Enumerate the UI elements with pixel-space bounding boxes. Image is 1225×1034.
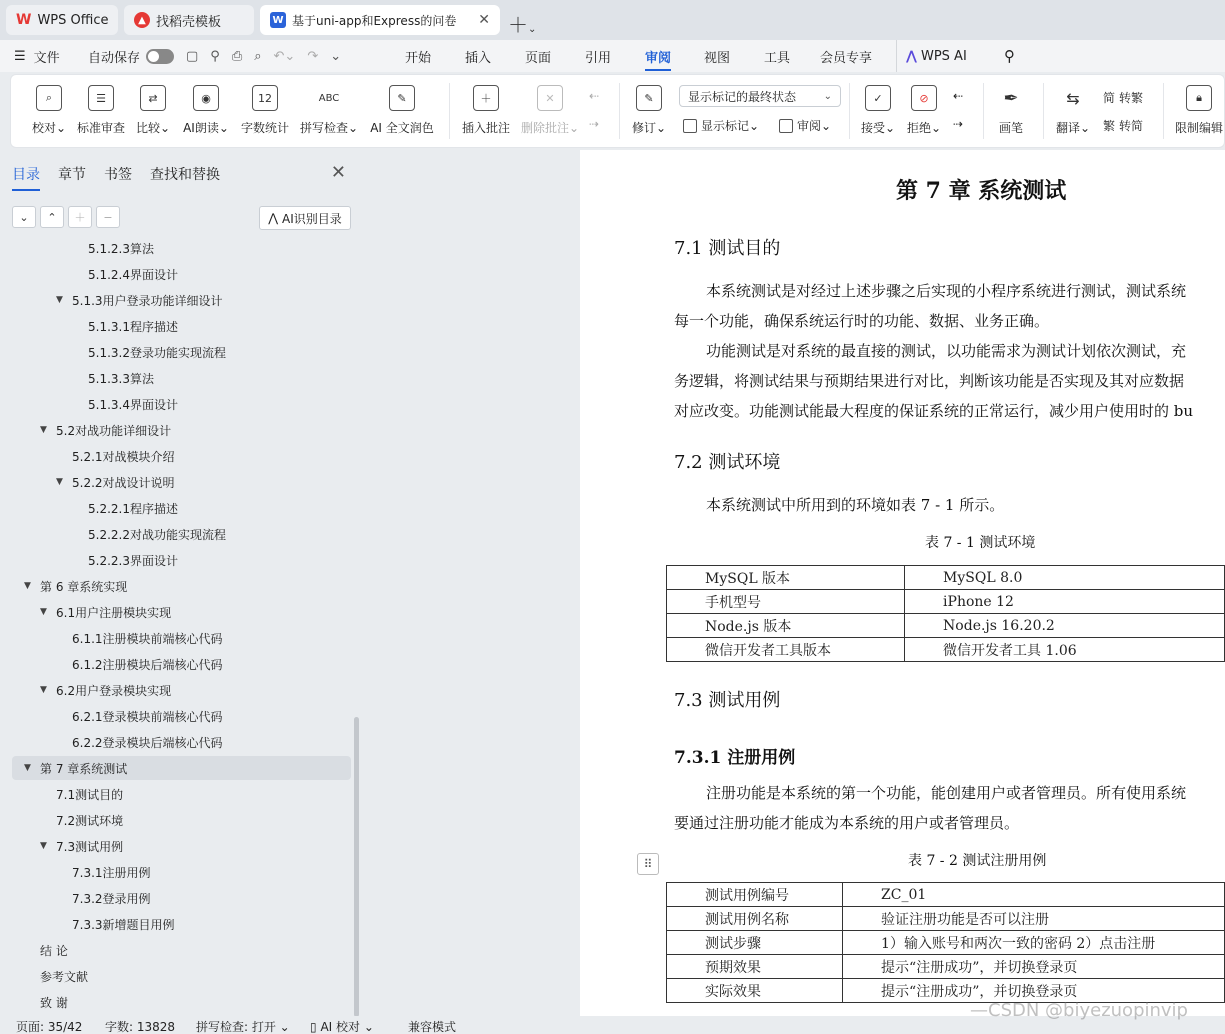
table-row [667,638,1225,662]
pen-icon: ✒ [1003,87,1019,109]
toc-item[interactable] [72,314,178,338]
plus-icon: ＋ [74,211,86,224]
menu-label: WPS AI [920,48,967,64]
table-cell[interactable]: Node.js 16.20.2 [905,614,1225,638]
spell-check-icon: ABC [318,92,340,104]
toc-item-label: 5.2.2.3界面设计 [88,553,178,568]
toc-item[interactable] [72,340,226,364]
toc-item-label: 6.1用户注册模块实现 [56,605,172,620]
wps-ai-logo-icon: ⋀ [906,48,917,64]
toc-item-label: 第 7 章系统测试 [40,761,128,776]
word-count-indicator[interactable]: 字数: 13828 [105,1020,176,1034]
word-doc-icon: W [270,12,286,28]
menu-wps-ai[interactable] [906,40,967,72]
ribbon-divider [983,83,984,139]
watermark-label: CSDN @biyezuopinvip [988,1000,1188,1021]
active-underline [645,69,671,71]
ai-icon: ⋀ [268,211,279,225]
restrict-edit-button[interactable] [1173,75,1225,147]
paragraph-line: 务逻辑，将测试结果与预期结果进行对比，判断该功能是否实现及其对应数据 [674,372,1185,390]
ai-proofread-indicator[interactable]: ▯ AI 校对 ⌄ [310,1020,374,1034]
menu-insert[interactable] [465,40,491,72]
caret-down-icon[interactable]: ▼ [56,477,63,487]
chapter-title: 第 7 章 系统测试 [896,178,1067,204]
ai-polish-icon: ✎ [389,85,415,111]
table-drag-handle-icon[interactable]: ⠿ [637,853,659,875]
toc-item[interactable] [24,756,127,780]
word-count-button[interactable] [239,75,291,147]
button-label: 校对 [31,121,56,135]
compare-icon: ⇄ [140,85,166,111]
close-pane-icon[interactable]: ✕ [330,162,346,183]
menu-label: 审阅 [645,50,672,66]
show-markup-button[interactable]: 显示标记 ⌄ [683,117,759,134]
tab-bookmarks[interactable]: 书签 [104,167,132,183]
toc-item-label: 7.3.1注册用例 [72,865,151,880]
table-cell[interactable]: MySQL 版本 [667,566,905,590]
proofread-button[interactable]: ⌕ 校对⌄ [29,75,69,147]
chevron-down-icon: ⌄ [823,90,832,102]
translate-icon: ⇆ [1066,88,1080,108]
menu-label: 开始 [405,50,432,66]
button-label: 翻译 [1055,121,1080,135]
toc-item[interactable] [56,886,151,910]
toc-item[interactable] [40,808,123,832]
share-icon[interactable]: ⚲ [210,48,220,64]
toc-item[interactable] [24,964,88,988]
button-label: 插入批注 [461,121,510,135]
toc-item-label: 5.2.2对战设计说明 [72,475,175,490]
toc-item-label: 6.2.2登录模块后端核心代码 [72,735,223,750]
toc-item[interactable] [56,444,175,468]
toc-item-label: 7.3.2登录用例 [72,891,151,906]
accept-button[interactable]: ✓ 接受⌄ [859,75,897,147]
toc-item[interactable] [72,496,178,520]
table-cell[interactable]: 1）输入账号和两次一致的密码 2）点击注册 [843,931,1225,955]
caret-down-icon[interactable]: ▼ [24,581,31,591]
button-label: 限制编辑 [1174,121,1223,135]
toc-item-label: 6.1.2注册模块后端核心代码 [72,657,223,672]
toc-item[interactable] [40,678,171,702]
ai-polish-button[interactable] [367,75,437,147]
traditional-icon: 简 [1103,91,1116,105]
autosave-toggle[interactable] [88,40,174,72]
toc-item-label: 结 论 [40,943,68,958]
caret-down-icon[interactable]: ▼ [56,295,63,305]
toc-item[interactable] [56,704,223,728]
button-label: 删除批注 [520,121,569,135]
table-cell[interactable]: 手机型号 [667,590,905,614]
standard-review-icon: ☰ [88,85,114,111]
menu-divider [896,40,897,72]
file-menu[interactable] [14,40,60,72]
tab-wps-office[interactable] [6,5,118,35]
table-cell[interactable]: 验证注册功能是否可以注册 [843,907,1225,931]
paragraph-line: 本系统测试是对经过上述步骤之后实现的小程序系统进行测试，测试系统 [706,282,1187,300]
toc-item-label: 6.2.1登录模块前端核心代码 [72,709,223,724]
status-label: 拼写检查: 打开 [196,1020,276,1034]
document-page[interactable] [580,150,1225,1016]
remove-heading-button[interactable] [96,206,120,228]
table-row [667,931,1225,955]
toc-item[interactable] [72,522,226,546]
print-preview-icon[interactable]: ⌕ [254,48,262,64]
more-icon[interactable]: ⌄ [330,48,342,64]
table-caption: 表 7 - 2 测试注册用例 [908,853,1047,869]
ribbon-divider [1043,83,1044,139]
to-traditional-button[interactable] [1103,89,1143,106]
ai-read-icon: ◉ [193,85,219,111]
toc-item-label: 7.3.3新增题目用例 [72,917,175,932]
table-cell[interactable]: iPhone 12 [905,590,1225,614]
menu-label: 工具 [764,50,791,66]
translate-button[interactable]: ⇆ 翻译⌄ [1053,75,1093,147]
ai-read-button[interactable]: ◉ AI朗读⌄ [181,75,231,147]
toc-item-label: 5.1.3.1程序描述 [88,319,178,334]
document-area [364,150,1225,1016]
wps-logo-icon: W [16,12,32,28]
tab-toc[interactable]: 目录 [12,164,40,184]
toc-item-label: 5.2.1对战模块介绍 [72,449,175,464]
menu-reference[interactable] [585,40,611,72]
button-label: 转繁 [1119,91,1144,105]
table-cell[interactable]: MySQL 8.0 [905,566,1225,590]
toc-item-label: 6.2用户登录模块实现 [56,683,172,698]
search-icon[interactable]: ⚲ [1004,47,1015,65]
table-row [667,566,1225,590]
insert-comment-icon: ＋ [473,85,499,111]
watermark-text: —CSDN @biyezuopinvip [970,1000,1188,1021]
toc-item-label: 参考文献 [40,969,89,984]
table-cell[interactable]: 实际效果 [667,979,843,1003]
menu-tools[interactable] [764,40,790,72]
tab-current-document[interactable] [260,5,500,35]
menu-start[interactable] [405,40,431,72]
button-label: 接受 [860,121,885,135]
button-label: 字数统计 [240,121,289,135]
revise-icon: ✎ [636,85,662,111]
word-count-icon: 12 [252,85,278,111]
button-label: 修订 [631,121,656,135]
menu-label: 视图 [704,50,731,66]
ribbon-divider [449,83,450,139]
table-cell[interactable]: 提示“注册成功”，并切换登录页 [843,955,1225,979]
expand-up-button[interactable] [40,206,64,228]
simplified-icon: 繁 [1103,119,1116,133]
toc-item[interactable] [40,782,123,806]
table-cell[interactable]: ZC_01 [843,883,1225,907]
paragraph-line: 每一个功能，确保系统运行时的功能、数据、业务正确。 [674,312,1050,330]
redo-icon[interactable]: ↷ [307,48,319,64]
delete-comment-button[interactable]: ✕ 删除批注⌄ [519,75,581,147]
collapse-all-button[interactable] [12,206,36,228]
show-markup-icon [683,119,697,133]
toc-item[interactable] [24,574,127,598]
reject-button[interactable]: ⊘ 拒绝⌄ [905,75,943,147]
toc-item-label: 5.1.3用户登录功能详细设计 [72,293,223,308]
insert-comment-button[interactable] [459,75,513,147]
section-7-2-title: 7.2 测试环境 [674,452,781,473]
accept-icon: ✓ [865,85,891,111]
print-icon[interactable]: ⎙ [231,48,243,64]
button-label: 拒绝 [906,121,931,135]
to-simplified-button[interactable] [1103,117,1143,134]
spell-check-button[interactable]: ABC 拼写检查⌄ [299,75,359,147]
prev-change-icon[interactable]: ⇠ [953,89,964,103]
table-cell[interactable]: Node.js 版本 [667,614,905,638]
button-label: 转简 [1119,119,1144,133]
toc-item[interactable] [72,548,178,572]
revise-button[interactable]: ✎ 修订⌄ [629,75,669,147]
paragraph-line: 功能测试是对系统的最直接的测试，以功能需求为测试计划依次测试，充 [706,342,1187,360]
chevron-up-icon: ⌃ [47,210,57,224]
caret-down-icon[interactable]: ▼ [40,685,47,695]
table-cell[interactable]: 微信开发者工具版本 [667,638,905,662]
next-change-icon[interactable]: ⇢ [953,117,964,131]
toc-item[interactable] [24,990,68,1014]
paragraph-line: 本系统测试中所用到的环境如表 7 - 1 所示。 [706,496,1005,514]
caret-down-icon[interactable]: ▼ [24,763,31,773]
paragraph-line: 注册功能是本系统的第一个功能，能创建用户或者管理员。所有使用系统 [706,784,1187,802]
status-label: AI 校对 [320,1020,361,1034]
proofread-icon: ⌕ [36,85,62,111]
section-7-3-title: 7.3 测试用例 [674,690,781,711]
tab-label: WPS Office [37,12,109,28]
section-7-3-1-title: 7.3.1 注册用例 [674,748,796,768]
chevron-down-icon: ⌄ [19,210,29,224]
toc-item[interactable] [72,392,178,416]
toc-item[interactable] [72,236,154,260]
close-tab-icon[interactable]: ✕ [478,12,490,28]
restrict-edit-icon: 🔒︎ [1186,85,1212,111]
navigation-pane [0,150,364,1016]
table-row [667,907,1225,931]
add-heading-button[interactable] [68,206,92,228]
toc-item-label: 7.2测试环境 [56,813,124,828]
toc-item-label: 5.2.2.1程序描述 [88,501,178,516]
ai-proof-icon: ▯ [310,1020,317,1034]
reject-icon: ⊘ [911,85,937,111]
toc-item[interactable] [72,366,154,390]
menu-review[interactable] [645,40,671,72]
quick-access-toolbar [186,40,341,72]
table-cell[interactable]: 测试用例名称 [667,907,843,931]
toggle-switch-icon [146,49,174,64]
toc-item-label: 第 6 章系统实现 [40,579,128,594]
toc-item-label: 6.1.1注册模块前端核心代码 [72,631,223,646]
toc-item-label: 5.2.2.2对战功能实现流程 [88,527,226,542]
toc-item[interactable] [24,938,68,962]
menu-bar [0,40,1225,72]
caret-down-icon[interactable]: ▼ [40,607,47,617]
save-icon[interactable]: ▢ [186,48,199,64]
toc-item[interactable] [40,600,171,624]
autosave-label: 自动保存 [88,50,141,66]
menu-label: 插入 [465,50,492,66]
toc-item[interactable] [56,626,223,650]
minus-icon: − [103,210,113,224]
spell-check-indicator[interactable]: 拼写检查: 打开 ⌄ [196,1020,290,1034]
toc-item[interactable] [56,288,223,312]
toc-item[interactable] [56,652,223,676]
menu-view[interactable] [704,40,730,72]
table-cell[interactable]: 微信开发者工具 1.06 [905,638,1225,662]
markup-state-select[interactable] [679,85,841,107]
menu-member[interactable] [820,40,872,72]
toc-item-label: 5.1.3.2登录功能实现流程 [88,345,226,360]
tab-find-replace[interactable]: 查找和替换 [150,167,220,183]
docer-icon: ▲ [134,12,150,28]
ribbon-divider [849,83,850,139]
new-tab-icon[interactable]: ＋⌄ [508,13,537,37]
table-row [667,979,1225,1003]
table-row [667,883,1225,907]
menu-page[interactable] [525,40,551,72]
file-menu-label: 文件 [33,50,60,66]
button-label: AI朗读 [183,121,219,135]
toc-item-label: 5.1.2.3算法 [88,241,154,256]
section-7-1-title: 7.1 测试目的 [674,238,781,259]
delete-comment-icon: ✕ [537,85,563,111]
menu-label: 页面 [525,50,552,66]
ai-toc-button[interactable] [259,206,351,230]
ribbon-divider [619,83,620,139]
review-ribbon [10,74,1225,148]
prev-comment-icon[interactable]: ⇠ [589,89,600,103]
table-caption: 表 7 - 1 测试环境 [925,535,1036,551]
button-label: 画笔 [998,121,1023,135]
button-label: 拼写检查 [299,121,348,135]
review-pane-button[interactable]: 审阅 ⌄ [779,117,831,134]
toc-item-label: 5.1.2.4界面设计 [88,267,178,282]
page-indicator[interactable]: 页面: 35/42 [16,1020,83,1034]
table-cell[interactable]: 测试步骤 [667,931,843,955]
tab-chapters[interactable]: 章节 [58,167,86,183]
standard-review-button[interactable] [75,75,127,147]
toc-item[interactable] [56,860,151,884]
paragraph-line: 要通过注册功能才能成为本系统的用户或者管理员。 [674,814,1020,832]
menu-label: 会员专享 [820,50,873,66]
review-pane-icon [779,119,793,133]
toc-item[interactable] [56,730,223,754]
button-label: 标准审查 [76,121,125,135]
toc-item[interactable] [56,912,175,936]
button-label: 比较 [135,121,160,135]
toc-item-label: 5.1.3.3算法 [88,371,154,386]
next-comment-icon[interactable]: ⇢ [589,117,600,131]
compare-button[interactable]: ⇄ 比较⌄ [133,75,173,147]
tab-label: 基于uni-app和Express的问卷 [292,13,457,28]
toc-item[interactable] [72,262,178,286]
table-cell[interactable]: 提示“注册成功”，并切换登录页 [843,979,1225,1003]
table-row [667,955,1225,979]
toc-item[interactable] [56,470,175,494]
pen-button[interactable] [993,75,1029,147]
caret-down-icon[interactable]: ▼ [40,841,47,851]
toc-item[interactable] [40,418,171,442]
toc-item[interactable] [40,834,123,858]
button-label: 显示标记 [701,119,750,133]
undo-icon[interactable]: ↶⌄ [273,48,296,64]
env-table [666,565,1225,662]
ribbon-divider [1163,83,1164,139]
tab-label: 找稻壳模板 [156,14,222,30]
toc-item-label: 致 谢 [40,995,68,1010]
paragraph-line: 对应改变。功能测试能最大程度的保证系统的正常运行，减少用户使用时的 bu [674,402,1194,420]
toc-scrollbar[interactable] [354,717,359,1017]
table-cell[interactable]: 测试用例编号 [667,883,843,907]
markup-state-value: 显示标记的最终状态 [688,89,797,104]
menu-label: 引用 [585,50,612,66]
button-label: AI 全文润色 [370,121,434,135]
table-row [667,590,1225,614]
button-label: 审阅 [797,119,822,133]
hamburger-icon: ☰ [14,48,26,64]
button-label: AI识别目录 [282,211,342,226]
title-tab-bar [0,0,1225,40]
toc-item-label: 7.3测试用例 [56,839,124,854]
compat-mode-indicator: 兼容模式 [408,1020,457,1034]
toc-item-label: 7.1测试目的 [56,787,124,802]
toc-item-label: 5.1.3.4界面设计 [88,397,178,412]
tab-docer-templates[interactable] [124,5,254,35]
register-case-table [666,882,1225,1003]
caret-down-icon[interactable]: ▼ [40,425,47,435]
toc-item-label: 5.2对战功能详细设计 [56,423,172,438]
table-row [667,614,1225,638]
table-cell[interactable]: 预期效果 [667,955,843,979]
